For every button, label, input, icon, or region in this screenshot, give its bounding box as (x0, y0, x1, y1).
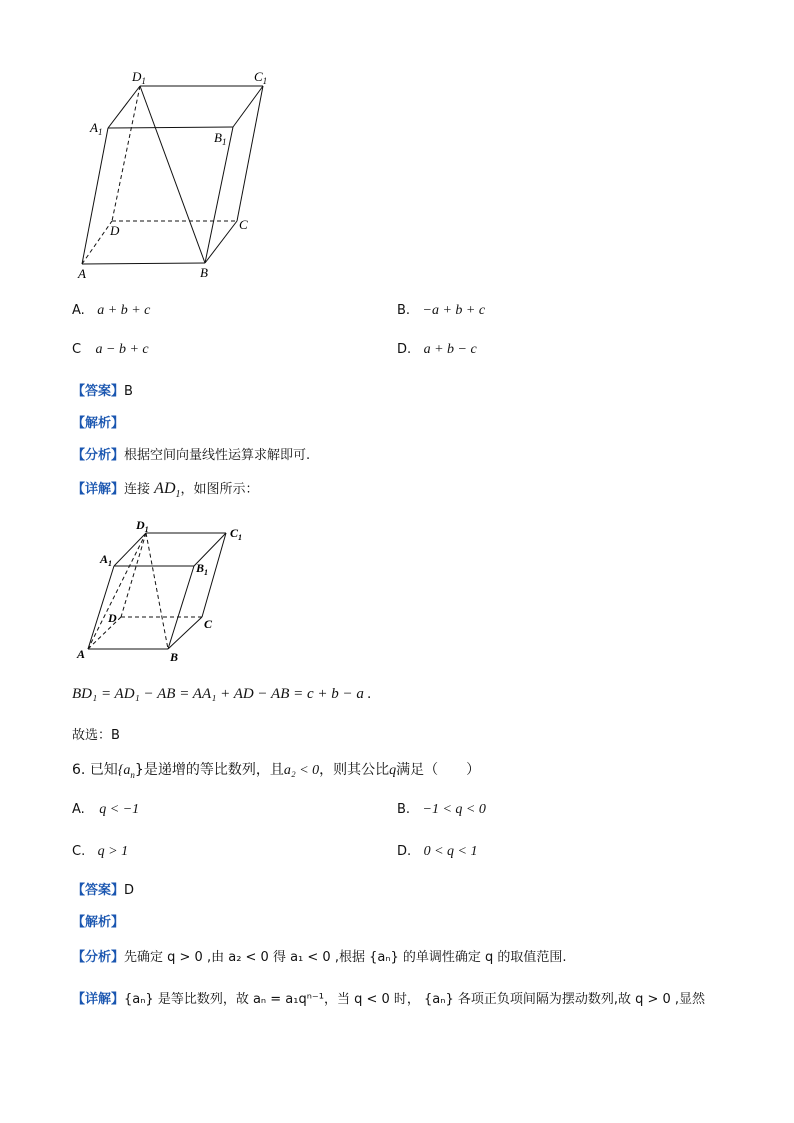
label-A: A (78, 266, 86, 281)
q5-detail (72, 478, 259, 500)
label-A: A (77, 647, 86, 661)
q6-stem-end: 满足（ ） (396, 762, 481, 778)
parallelepiped-figure-1 (70, 64, 290, 284)
label-B: B (170, 650, 179, 664)
detail-term: $AD_1$ (154, 480, 181, 501)
label-C: C (204, 617, 213, 631)
option-expr: −a + b + c (422, 303, 486, 318)
q6-option-a[interactable] (72, 801, 139, 818)
option-expr: −1 < q < 0 (422, 802, 486, 817)
label-D: D (108, 611, 117, 625)
label-B1: $B_1$ (214, 130, 227, 147)
detail-label: 【详解】 (72, 482, 125, 497)
jiexi-label: 【解析】 (72, 416, 125, 431)
detail-text: {aₙ} 是等比数列，故 aₙ = a₁qⁿ⁻¹，当 q < 0 时， {aₙ} 各项正负项间隔为摆动数列,故 q > 0 ,显然 (124, 992, 706, 1007)
detail-text-pre: 连接 (124, 482, 151, 497)
label-B1: $B_1$ (196, 561, 209, 577)
analysis-text: 先确定 q > 0 ,由 a₂ < 0 得 a₁ < 0 ,根据 {aₙ} 的单调性确定 q 的取值范围. (124, 950, 567, 965)
answer-value: D (124, 883, 135, 898)
q6-jiexi (72, 911, 124, 930)
analysis-label: 【分析】 (72, 950, 125, 965)
label-A1: $A_1$ (90, 120, 103, 137)
option-letter: B. (397, 303, 411, 318)
q6-option-d[interactable] (397, 843, 478, 860)
analysis-label: 【分析】 (72, 448, 125, 463)
option-letter: C. (72, 844, 86, 859)
q6-seq: {$a_n$ (117, 763, 135, 780)
label-D: D (110, 223, 120, 238)
label-C1: $C_1$ (230, 526, 243, 542)
q5-answer (72, 380, 133, 399)
parallelepiped-figure-2 (74, 516, 254, 666)
q6-option-b[interactable] (397, 801, 486, 818)
label-C1: $C_1$ (254, 69, 268, 86)
q6-detail (72, 988, 705, 1007)
q5-vector-equation: BD₁ = AD₁ − AB = AA₁ + AD − AB = c + b − a . (72, 686, 372, 702)
answer-label: 【答案】 (72, 384, 125, 399)
label-D1: $D_1$ (132, 69, 146, 86)
option-expr: q < −1 (99, 802, 140, 817)
q6-analysis (72, 946, 567, 965)
option-expr: q > 1 (97, 844, 129, 859)
analysis-text: 根据空间向量线性运算求解即可. (124, 448, 311, 463)
detail-label: 【详解】 (72, 992, 125, 1007)
jiexi-label: 【解析】 (72, 915, 125, 930)
q5-option-a[interactable] (72, 302, 150, 319)
option-letter: A. (72, 303, 85, 318)
answer-label: 【答案】 (72, 883, 125, 898)
q5-option-d[interactable] (397, 341, 477, 358)
option-letter: C (72, 342, 82, 357)
q6-number: 6. (72, 762, 86, 778)
option-expr: 0 < q < 1 (423, 844, 478, 859)
label-C: C (239, 217, 248, 232)
q6-stem-pre: 已知 (89, 762, 118, 778)
answer-value: B (124, 384, 133, 399)
option-letter: D. (397, 844, 412, 859)
q6-q: q (389, 763, 397, 778)
option-expr: a + b + c (97, 303, 151, 318)
q5-jiexi (72, 412, 124, 431)
label-B: B (200, 265, 208, 280)
option-letter: A. (72, 802, 85, 817)
q6-stem-post: ，则其公比 (319, 762, 390, 778)
option-expr: a + b − c (423, 342, 477, 357)
label-A1: $A_1$ (100, 552, 113, 568)
q5-choice: 故选：B (72, 728, 120, 743)
q6-stem (72, 759, 480, 780)
option-letter: D. (397, 342, 412, 357)
q5-analysis (72, 444, 310, 463)
q6-stem-mid: }是递增的等比数列，且 (134, 762, 284, 778)
q5-option-c[interactable] (72, 341, 149, 358)
label-D1: $D_1$ (136, 518, 149, 534)
q6-option-c[interactable] (72, 843, 128, 860)
q5-option-b[interactable] (397, 302, 485, 319)
q6-answer (72, 879, 134, 898)
q6-cond: a₂ < 0 (283, 763, 320, 778)
option-expr: a − b + c (95, 342, 149, 357)
option-letter: B. (397, 802, 411, 817)
detail-text-post: ，如图所示： (180, 482, 259, 497)
